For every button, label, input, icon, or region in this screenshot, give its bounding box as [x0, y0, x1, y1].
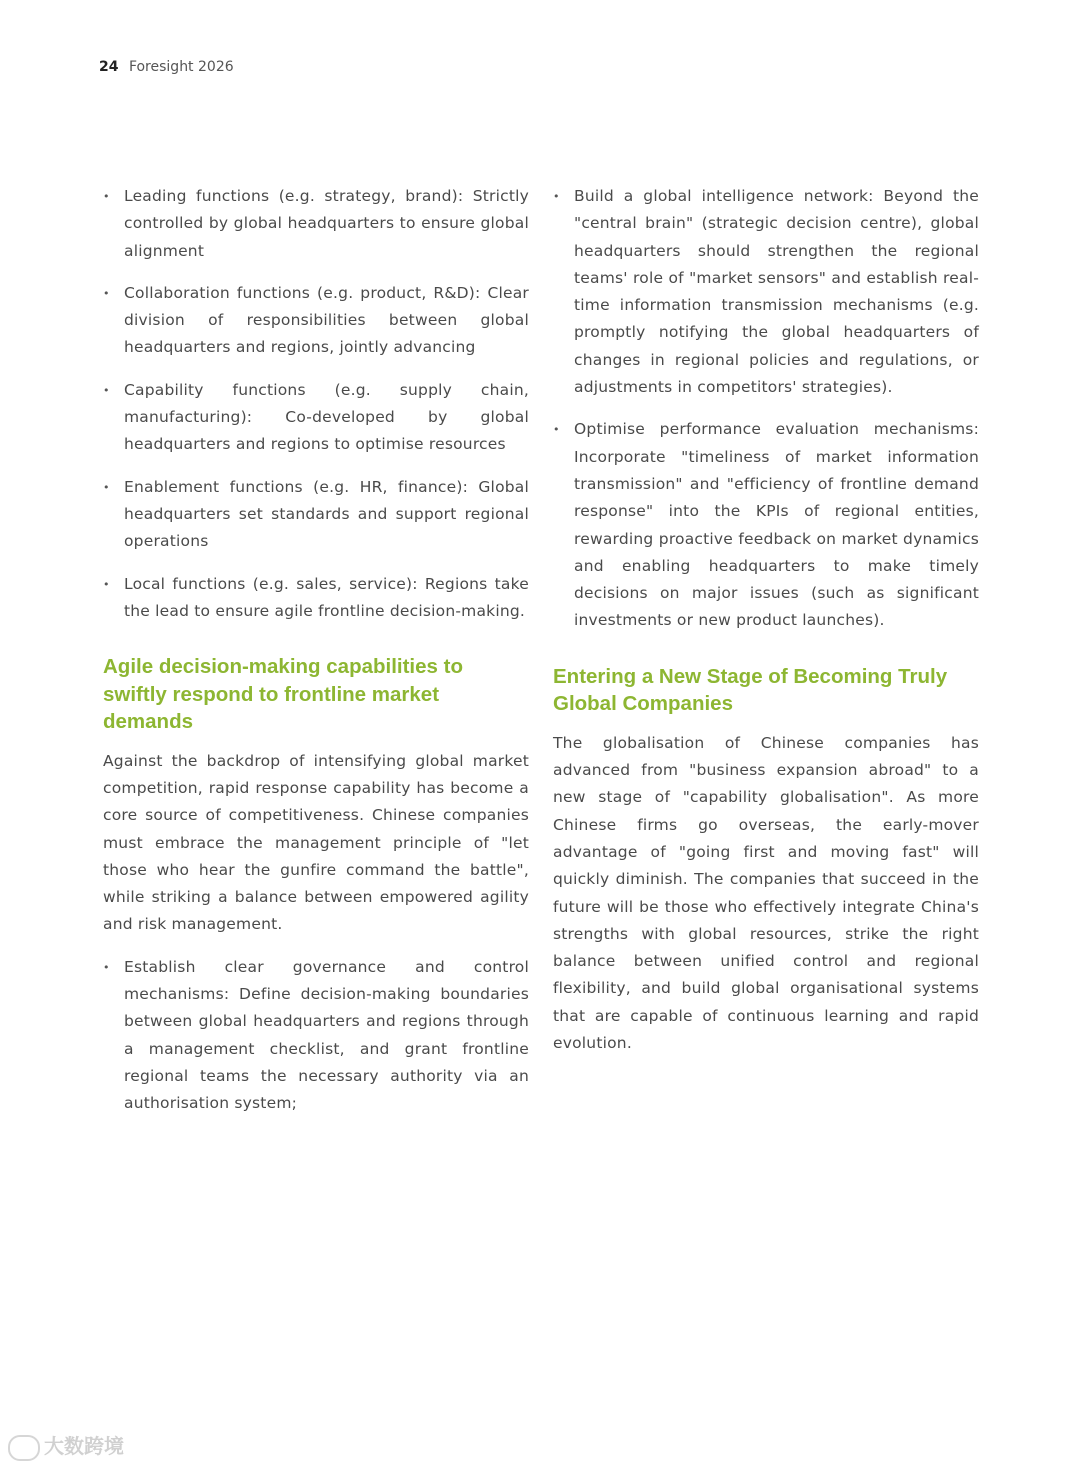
- agile-section-paragraph: Against the backdrop of intensifying global market competition, rapid response capability has become a core source of competitiveness. Chinese companies must embrace the management principle of "let those who hear the gunfire command the battle", while striking a balance between empowered agility and risk management.: [103, 751, 529, 934]
- page-header: [99, 59, 234, 75]
- watermark-logo-icon: [8, 1435, 40, 1461]
- list-item-leading-functions: • Leading functions (e.g. strategy, brand): Strictly controlled by global headquarters to ensure global alignment: [103, 183, 529, 265]
- right-column: [553, 183, 979, 1072]
- global-section-paragraph: The globalisation of Chinese companies has advanced from "business expansion abroad" to a new stage of "capability globalisation". As more Chinese firms go overseas, the early-mover advantage of "going first and moving fast" will quickly diminish. The companies that succeed in the future will be those who effectively integrate China's strengths with global resources, strike the right balance between unified control and regional flexibility, and build global organisational systems that are capable of continuous learning and rapid evolution.: [553, 733, 979, 1053]
- list-item-governance: • Establish clear governance and control mechanisms: Define decision-making boundaries between global headquarters and regions through a management checklist, and grant frontline regional teams the necessary authority via an authorisation system;: [103, 954, 529, 1118]
- governance-list: [103, 954, 529, 1118]
- agile-section-heading: Agile decision-making capabilities to swiftly respond to frontline market demands: [103, 655, 463, 734]
- list-item-local-functions: • Local functions (e.g. sales, service): Regions take the lead to ensure agile frontline decision-making.: [103, 571, 529, 626]
- global-section-heading: Entering a New Stage of Becoming Truly Global Companies: [553, 664, 948, 716]
- list-item-capability-functions: • Capability functions (e.g. supply chain, manufacturing): Co-developed by global headquarters and regions to optimise resources: [103, 377, 529, 459]
- list-item-performance-evaluation: • Optimise performance evaluation mechanisms: Incorporate "timeliness of market information transmission" and "efficiency of frontline demand response" into the KPIs of regional entities, rewarding proactive feedback on market dynamics and enabling headquarters to make timely decisions on major issues (such as significant investments or new product launches).: [553, 416, 979, 634]
- watermark-text: 大数跨境: [44, 1434, 124, 1458]
- page-number: 24: [99, 59, 119, 75]
- publication-title: Foresight 2026: [128, 59, 234, 75]
- list-item-intelligence-network: • Build a global intelligence network: Beyond the "central brain" (strategic decision centre), global headquarters should strengthen the regional teams' role of "market sensors" and establish real-time information transmission mechanisms (e.g. promptly notifying the global headquarters of changes in regional policies and regulations, or adjustments in competitors' strategies).: [553, 183, 979, 401]
- watermark: [8, 1430, 124, 1461]
- left-column: [103, 183, 529, 1133]
- intelligence-list: [553, 183, 979, 635]
- list-item-collaboration-functions: • Collaboration functions (e.g. product, R&D): Clear division of responsibilities between global headquarters and regions, jointly advancing: [103, 280, 529, 362]
- list-item-enablement-functions: • Enablement functions (e.g. HR, finance): Global headquarters set standards and support regional operations: [103, 474, 529, 556]
- function-list: [103, 183, 529, 625]
